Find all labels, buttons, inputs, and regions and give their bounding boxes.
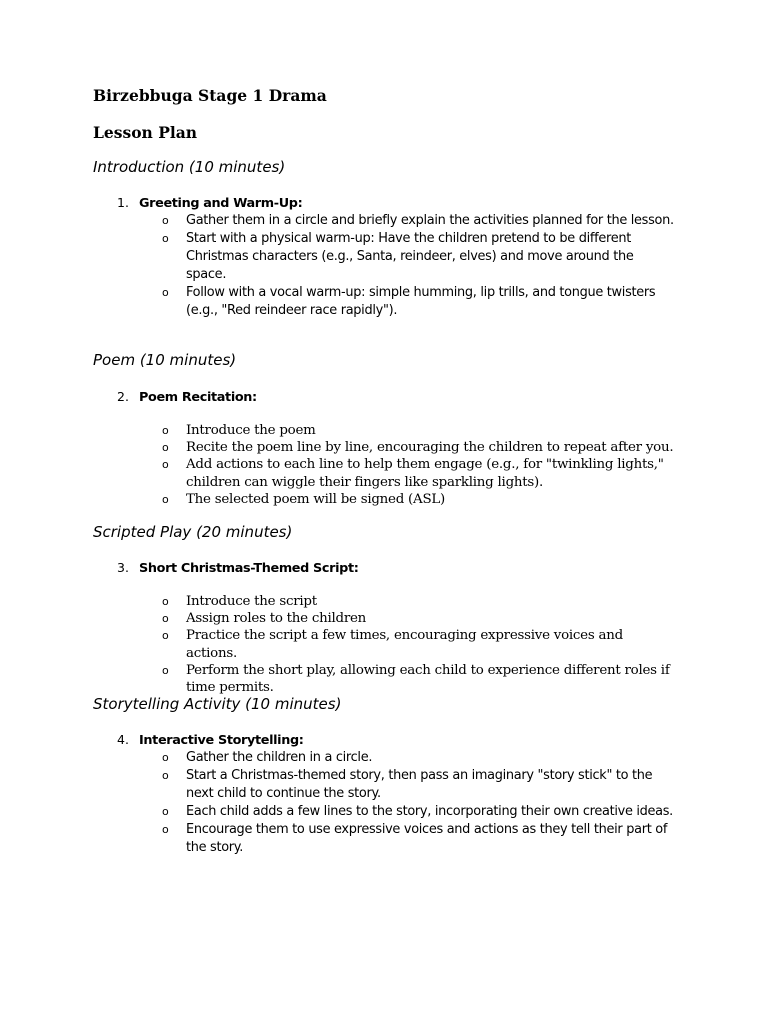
list-item: o Practice the script a few times, encouraging expressive voices and actions. — [162, 628, 623, 661]
item-number: 1. — [117, 195, 129, 210]
list-item: o Each child adds a few lines to the story, incorporating their own creative ideas. — [162, 804, 673, 819]
numbered-item-poem-recitation — [117, 388, 257, 406]
list-item: o The selected poem will be signed (ASL) — [162, 491, 445, 507]
section-heading-scripted-play: Scripted Play (20 minutes) — [93, 523, 293, 541]
section-heading-introduction: Introduction (10 minutes) — [93, 158, 286, 176]
list-item: o Follow with a vocal warm-up: simple humming, lip trills, and tongue twisters (e.g., "Red reindeer race rapidly"). — [162, 285, 656, 318]
item-title: Short Christmas-Themed Script: — [139, 561, 359, 576]
item-number: 3. — [117, 560, 129, 575]
bullet-marker: o — [162, 458, 169, 472]
bullet-marker: o — [162, 214, 169, 227]
bullet-marker: o — [162, 769, 169, 782]
list-item: o Perform the short play, allowing each child to experience different roles if time permits. — [162, 662, 670, 696]
bullet-marker: o — [162, 612, 169, 626]
item-title: Greeting and Warm-Up: — [139, 196, 303, 211]
list-item: o Start a Christmas-themed story, then pass an imaginary "story stick" to the next child to continue the story. — [162, 768, 653, 801]
item-title: Interactive Storytelling: — [139, 733, 304, 748]
item-number: 2. — [117, 389, 129, 404]
bullet-list-storytelling — [0, 749, 676, 857]
section-heading-storytelling: Storytelling Activity (10 minutes) — [93, 695, 342, 713]
list-item: o Start with a physical warm-up: Have the children pretend to be different Christmas characters (e.g., Santa, reindeer, elves) and move around the space. — [162, 231, 634, 282]
list-item: o Add actions to each line to help them engage (e.g., for "twinkling lights," children can wiggle their fingers like sparkling lights). — [162, 457, 664, 490]
list-item: o Encourage them to use expressive voices and actions as they tell their part of the story. — [162, 822, 668, 855]
bullet-marker: o — [162, 629, 169, 643]
list-item: o Introduce the script — [162, 594, 317, 609]
bullet-marker: o — [162, 492, 169, 506]
list-item: o Assign roles to the children — [162, 611, 367, 627]
list-item: o Gather them in a circle and briefly explain the activities planned for the lesson. — [162, 213, 674, 228]
bullet-marker: o — [162, 751, 169, 764]
numbered-item-greeting — [117, 194, 302, 212]
list-item: o Introduce the poem — [162, 423, 316, 438]
bullet-list-scripted-play — [0, 593, 676, 696]
numbered-item-script — [117, 559, 359, 577]
bullet-list-introduction — [0, 212, 676, 320]
bullet-marker: o — [162, 424, 169, 437]
item-number: 4. — [117, 732, 129, 747]
bullet-marker: o — [162, 441, 169, 455]
bullet-marker: o — [162, 805, 169, 818]
bullet-marker: o — [162, 595, 169, 608]
list-item: o Gather the children in a circle. — [162, 750, 373, 765]
bullet-marker: o — [162, 232, 169, 245]
bullet-list-poem — [0, 422, 676, 508]
bullet-marker: o — [162, 823, 169, 836]
document-title: Birzebbuga Stage 1 Drama — [93, 86, 327, 105]
document-subtitle: Lesson Plan — [93, 123, 198, 142]
bullet-marker: o — [162, 286, 169, 299]
section-heading-poem: Poem (10 minutes) — [93, 351, 237, 369]
bullet-marker: o — [162, 663, 169, 677]
numbered-item-storytelling — [117, 731, 304, 749]
list-item: o Recite the poem line by line, encouraging the children to repeat after you. — [162, 440, 674, 456]
item-title: Poem Recitation: — [139, 390, 257, 405]
